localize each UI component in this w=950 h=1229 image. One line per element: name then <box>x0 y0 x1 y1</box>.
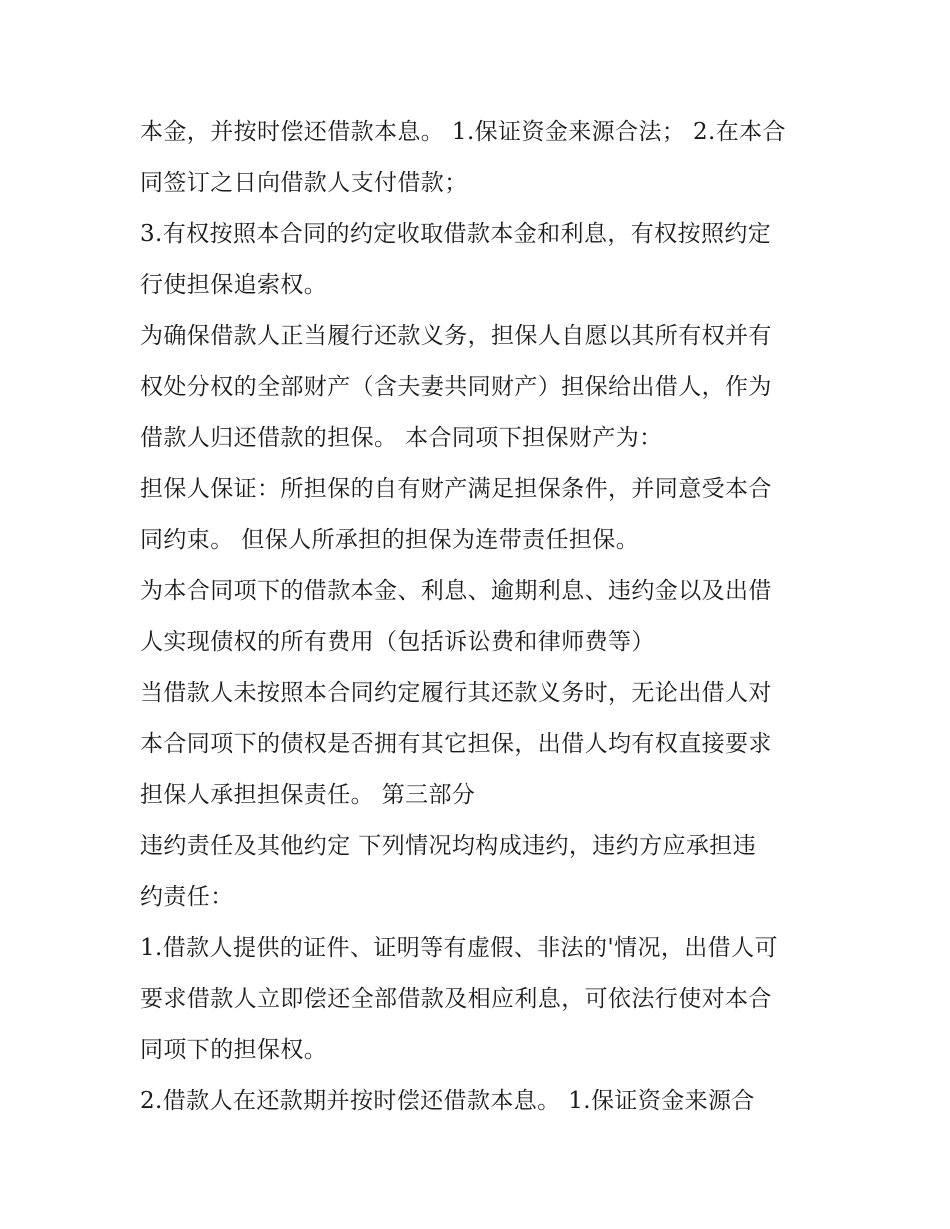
text-line: 本金，并按时偿还借款本息。 1.保证资金来源合法； 2.在本合 <box>140 119 786 145</box>
document-body <box>140 107 820 1127</box>
text-line: 担保人承担担保责任。 第三部分 <box>140 782 476 808</box>
text-line: 1.借款人提供的证件、证明等有虚假、非法的'情况，出借人可 <box>140 935 778 961</box>
text-line: 权处分权的全部财产（含夫妻共同财产）担保给出借人，作为 <box>140 374 772 400</box>
text-line: 同签订之日向借款人支付借款； <box>140 170 468 196</box>
text-line: 要求借款人立即偿还全部借款及相应利息，可依法行使对本合 <box>140 986 772 1012</box>
text-line: 行使担保追索权。 <box>140 272 328 298</box>
text-line: 借款人归还借款的担保。 本合同项下担保财产为： <box>140 425 663 451</box>
text-line: 同项下的担保权。 <box>140 1037 328 1063</box>
text-line: 为确保借款人正当履行还款义务，担保人自愿以其所有权并有 <box>140 323 772 349</box>
text-line: 担保人保证：所担保的自有财产满足担保条件，并同意受本合 <box>140 476 772 502</box>
text-line: 同约束。 但保人所承担的担保为连带责任担保。 <box>140 527 640 553</box>
text-line: 3.有权按照本合同的约定收取借款本金和利息，有权按照约定 <box>140 221 772 247</box>
text-line: 为本合同项下的借款本金、利息、逾期利息、违约金以及出借 <box>140 578 772 604</box>
text-line: 本合同项下的债权是否拥有其它担保，出借人均有权直接要求 <box>140 731 772 757</box>
text-line: 违约责任及其他约定 下列情况均构成违约，违约方应承担违 <box>140 833 757 859</box>
text-line: 人实现债权的所有费用（包括诉讼费和律师费等） <box>140 629 655 655</box>
text-line: 约责任： <box>140 884 234 910</box>
text-line: 当借款人未按照本合同约定履行其还款义务时，无论出借人对 <box>140 680 772 706</box>
text-line: 2.借款人在还款期并按时偿还借款本息。 1.保证资金来源合 <box>140 1088 755 1114</box>
